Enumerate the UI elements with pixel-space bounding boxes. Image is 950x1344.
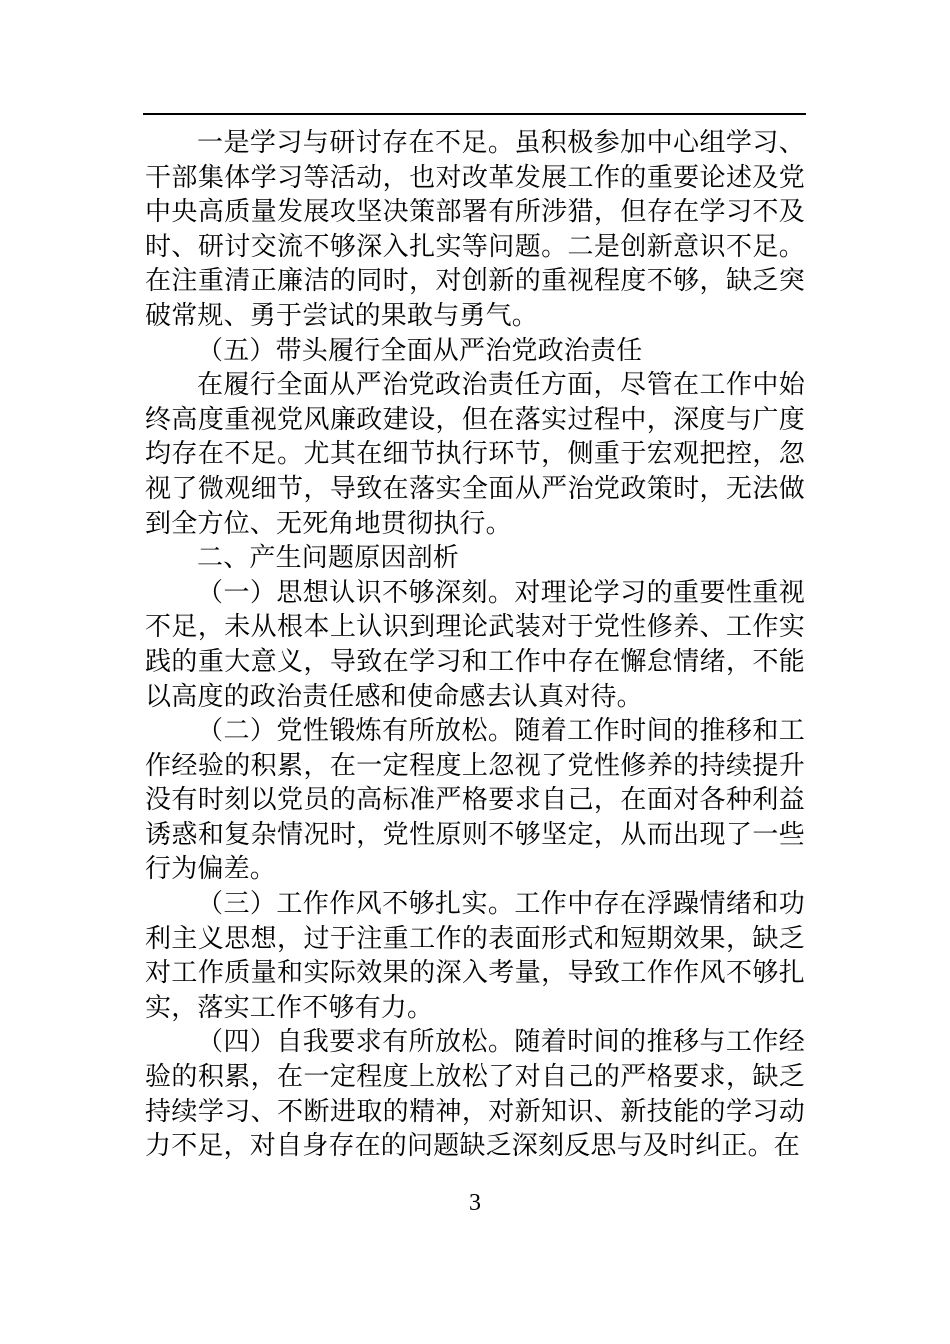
section-heading-cause-analysis: 二、产生问题原因剖析 [197,543,460,574]
header-rule [143,113,806,115]
paragraph-party-responsibility: 在履行全面从严治党政治责任方面，尽管在工作中始终高度重视党风廉政建设，但在落实过程中，深度与广度均存在不足。尤其在细节执行环节，侧重于宏观把控，忽视了微观细节，导致在落实全面从严治党政策时，无法做到全方位、无死角地贯彻执行。 [145,370,805,539]
paragraph-study-shortcomings: 一是学习与研讨存在不足。虽积极参加中心组学习、干部集体学习等活动，也对改革发展工作的重要论述及党中央高质量发展攻坚决策部署有所涉猎，但存在学习不及时、研讨交流不够深入扎实等问题。二是创新意识不足。在注重清正廉洁的同时，对创新的重视程度不够，缺乏突破常规、勇于尝试的果敢与勇气。 [145,128,805,331]
document-body [145,126,805,1164]
section-heading-five: （五）带头履行全面从严治党政治责任 [197,335,643,366]
paragraph-cause-four: （四）自我要求有所放松。随着时间的推移与工作经验的积累，在一定程度上放松了对自己的严格要求，缺乏持续学习、不断进取的精神，对新知识、新技能的学习动力不足，对自身存在的问题缺乏深刻反思与及时纠正。在 [145,1027,805,1162]
paragraph-cause-three: （三）工作作风不够扎实。工作中存在浮躁情绪和功利主义思想，过于注重工作的表面形式和短期效果，缺乏对工作质量和实际效果的深入考量，导致工作作风不够扎实，落实工作不够有力。 [145,889,805,1023]
paragraph-cause-one: （一）思想认识不够深刻。对理论学习的重要性重视不足，未从根本上认识到理论武装对于党性修养、工作实践的重大意义，导致在学习和工作中存在懈怠情绪，不能以高度的政治责任感和使命感去认真对待。 [145,577,805,712]
page-number: 3 [469,1190,481,1216]
paragraph-cause-two: （二）党性锻炼有所放松。随着工作时间的推移和工作经验的积累，在一定程度上忽视了党性修养的持续提升没有时刻以党员的高标准严格要求自己，在面对各种利益诱惑和复杂情况时，党性原则不够坚定，从而出现了一些行为偏差。 [145,716,805,885]
